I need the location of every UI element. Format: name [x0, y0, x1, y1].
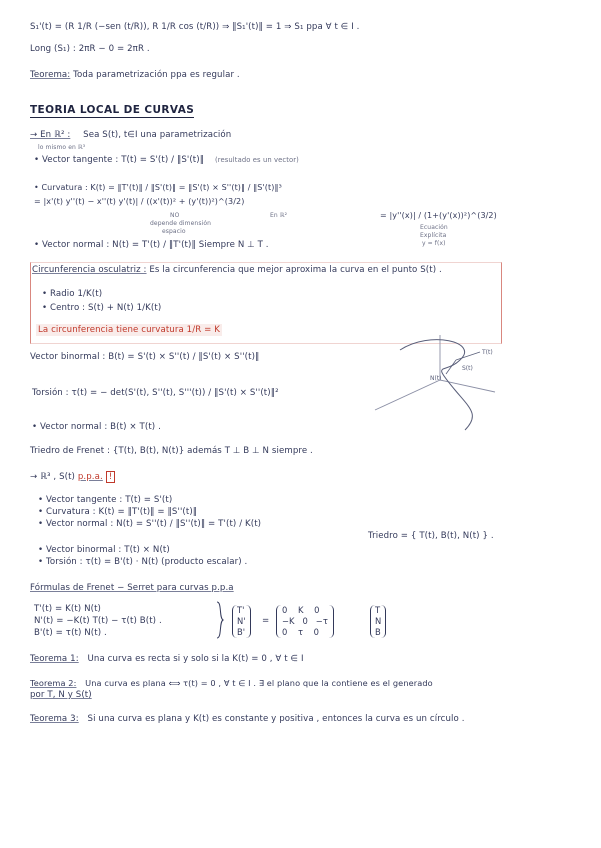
theorem-1-text: Una curva es recta si y solo si la K(t) = 0 , ∀ t ∈ I — [87, 654, 304, 664]
theorem-2-line2: por T, N y S(t) — [30, 690, 92, 700]
r2-intro — [30, 130, 231, 141]
r2-note-dep: depende dimensión — [150, 220, 211, 227]
r3-triedro: Triedro de Frenet : {T(t), B(t), N(t)} además T ⊥ B ⊥ N siempre . — [30, 446, 313, 456]
theorem-2-label: Teorema 2: — [30, 678, 77, 688]
top-theorem-text: Toda parametrización ppa es regular . — [73, 70, 240, 80]
theorem-2 — [30, 678, 433, 689]
r2-curv-const: La circunferencia tiene curvatura 1/R = K — [38, 325, 221, 335]
theorem-3-text: Si una curva es plana y K(t) es constante y positiva , entonces la curva es un círculo . — [87, 714, 465, 724]
frenet-matrix: 0 K 0 −K 0 −τ 0 τ 0 — [276, 605, 334, 638]
r3-normal: • Vector normal : B(t) × T(t) . — [32, 422, 161, 432]
r2-normal: • Vector normal : N(t) = T'(t) / ‖T'(t)‖ Siempre N ⊥ T . — [34, 240, 269, 250]
fig-label-s: S(t) — [462, 365, 473, 372]
r2-osc — [32, 265, 442, 276]
theorem-1-label: Teorema 1: — [30, 654, 79, 664]
fig-label-t: T(t) — [482, 349, 493, 356]
theorem-3 — [30, 714, 465, 725]
r3-ppa-a: → ℝ³ , S(t) — [30, 472, 76, 482]
r2-intro-note: lo mismo en ℝ³ — [38, 144, 86, 151]
frenet-title: Fórmulas de Frenet − Serret para curvas p.p.a — [30, 583, 234, 593]
tangent-arrow — [456, 352, 480, 360]
theorem-2-text: Una curva es plana ⟺ τ(t) = 0 , ∀ t ∈ I . ∃ el plano que la contiene es el generado — [85, 678, 433, 688]
r3-ppa-c: ! — [106, 471, 116, 483]
r3-ppa — [30, 472, 115, 483]
r2-radius: • Radio 1/K(t) — [42, 289, 103, 299]
r2-tangent-formula: • Vector tangente : T(t) = S'(t) / ‖S'(t)‖ — [34, 155, 205, 165]
r2-tangent — [34, 155, 299, 166]
r3-ppa-b: p.p.a. — [77, 472, 103, 482]
ppa-normal: • Vector normal : N(t) = S''(t) / ‖S''(t)‖ = T'(t) / K(t) — [38, 519, 262, 529]
r2-note-ec: Ecuación — [420, 224, 448, 231]
frenet-rhs: T N B — [370, 605, 386, 638]
top-line-2: Long (S₁) : 2πR − 0 = 2πR . — [30, 44, 150, 54]
r2-curvature-b: = |x'(t) y''(t) − x''(t) y'(t)| / ((x'(t))² + (y'(t))²)^(3/2) — [34, 197, 245, 206]
r2-note-no: NO — [170, 212, 180, 219]
r2-osc-label: Circunferencia osculatriz : — [32, 265, 147, 275]
brace-icon — [214, 600, 226, 640]
section-title: TEORIA LOCAL DE CURVAS — [30, 104, 195, 116]
r2-note-r2: En ℝ² — [270, 212, 288, 219]
ppa-curvature: • Curvatura : K(t) = ‖T'(t)‖ = ‖S''(t)‖ — [38, 507, 198, 517]
r3-torsion: Torsión : τ(t) = − det(S'(t), S''(t), S'''(t)) / ‖S'(t) × S''(t)‖² — [32, 388, 279, 398]
r2-note-yfx: y = f(x) — [422, 240, 446, 247]
r2-intro-b: Sea S(t), t∈I una parametrización — [83, 130, 232, 140]
r2-tangent-note: (resultado es un vector) — [214, 156, 299, 164]
r2-center: • Centro : S(t) + N(t) 1/K(t) — [42, 303, 162, 313]
curve-sketch — [360, 330, 500, 435]
ppa-triedro: Triedro = { T(t), B(t), N(t) } . — [368, 531, 494, 541]
frenet-eq-1: T'(t) = K(t) N(t) — [34, 604, 101, 614]
r2-curvature-a: • Curvatura : K(t) = ‖T'(t)‖ / ‖S'(t)‖ = ‖S'(t) × S''(t)‖ / ‖S'(t)‖³ — [34, 183, 282, 192]
r2-osc-text: Es la circunferencia que mejor aproxima la curva en el punto S(t) . — [149, 265, 442, 275]
r2-intro-a: → En ℝ² : — [30, 130, 71, 140]
theorem-3-label: Teorema 3: — [30, 714, 79, 724]
top-theorem — [30, 70, 240, 81]
r2-curvature-c: = |y''(x)| / (1+(y'(x))²)^(3/2) — [380, 211, 497, 220]
ppa-torsion: • Torsión : τ(t) = B'(t) · N(t) (producto escalar) . — [38, 557, 248, 567]
top-theorem-label: Teorema: — [30, 70, 71, 80]
frenet-eq-3: B'(t) = τ(t) N(t) . — [34, 628, 107, 638]
r2-note-space: espacio — [162, 228, 186, 235]
r3-binormal: Vector binormal : B(t) = S'(t) × S''(t) / ‖S'(t) × S''(t)‖ — [30, 352, 260, 362]
axis-line-1 — [375, 380, 440, 410]
ppa-tangent: • Vector tangente : T(t) = S'(t) — [38, 495, 173, 505]
fig-label-n: N(t) — [430, 375, 442, 382]
theorem-1 — [30, 654, 304, 665]
frenet-eq-2: N'(t) = −K(t) T(t) − τ(t) B(t) . — [34, 616, 162, 626]
ppa-binormal: • Vector binormal : T(t) × N(t) — [38, 545, 170, 555]
top-line-1: S₁'(t) = (R 1/R (−sen (t/R)), R 1/R cos (t/R)) ⇒ ‖S₁'(t)‖ = 1 ⇒ S₁ ppa ∀ t ∈ I . — [30, 22, 360, 32]
r2-note-exp: Explícita — [420, 232, 447, 239]
frenet-equals: = — [262, 616, 270, 626]
frenet-lhs: T' N' B' — [232, 605, 251, 638]
